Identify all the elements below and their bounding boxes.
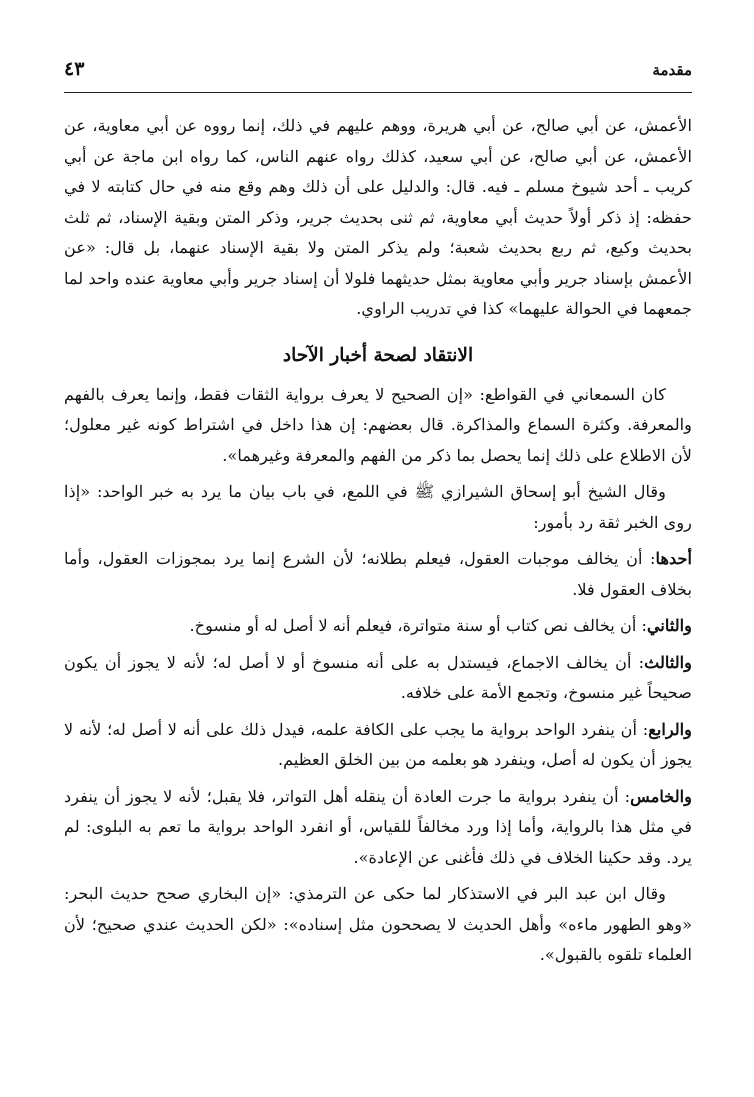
- paragraph-lead: والخامس: [630, 786, 692, 806]
- paragraph-text: : أن يخالف الاجماع، فيستدل به على أنه منسوخ أو لا أصل له؛ لأنه لا يجوز أن يكون صحيحاً غير منسوخ، وتجمع الأمة على خلافه.: [64, 652, 692, 702]
- paragraph-text: : أن ينفرد الواحد برواية ما يجب على الكافة علمه، فيدل ذلك على أنه لا أصل له؛ لأنه لا يجوز أن يكون له أصل، وينفرد هو بعلمه من بين الخلق العظيم.: [64, 719, 692, 769]
- intro-paragraph: الأعمش، عن أبي صالح، عن أبي هريرة، ووهم عليهم في ذلك، إنما رووه عن أبي معاوية، عن الأعمش، عن أبي صالح، عن أبي سعيد، كذلك رواه عنهم الناس، كما رواه ابن ماجة عن أبي كريب ـ أحد شيوخ مسلم ـ فيه. قال: والدليل على أن ذلك وهم وقع منه في حال كتابته لا في حفظه: إذ ذكر أولاً حديث أبي معاوية، ثم ثنى بحديث جرير، وذكر المتن وبقية الإسناد، ثم ثلث بحديث وكيع، ثم ربع بحديث شعبة؛ ولم يذكر المتن ولا بقية الإسناد عنهما، بل قال: «عن الأعمش بإسناد جرير وأبي معاوية بمثل حديثهما فلولا أن إسناد جرير وأبي معاوية عنده واحد لما جمعهما في الحوالة عليهما» كذا في تدريب الراوي.: [64, 116, 692, 318]
- section-heading: الانتقاد لصحة أخبار الآحاد: [282, 344, 474, 366]
- paragraph-lead: والرابع: [648, 719, 692, 739]
- paragraph: [64, 544, 692, 605]
- paragraph-text: وقال ابن عبد البر في الاستذكار لما حكى عن الترمذي: «إن البخاري صحح حديث البحر: «وهو الطهور ماءه» وأهل الحديث لا يصححون مثل إسناده»: «لكن الحديث عندي صحيح؛ لأن العلماء تلقوه بالقبول».: [64, 884, 692, 964]
- paragraph-text: كان السمعاني في القواطع: «إن الصحيح لا يعرف برواية الثقات فقط، وإنما يعرف بالفهم والمعرفة. وكثرة السماع والمذاكرة. قال بعضهم: إن هذا داخل في اشتراط كونه غير معلول؛ لأن الاطلاع على ذلك إنما يحصل بما ذكر من الفهم والمعرفة وغيرهما».: [64, 384, 692, 465]
- paragraph-lead: والثالث: [644, 652, 692, 672]
- paragraph: [64, 715, 692, 776]
- paragraph-lead: أحدها: [655, 549, 692, 568]
- paragraph-text: وقال الشيخ أبو إسحاق الشيرازي ﷺ في اللمع، في باب بيان ما يرد به خبر الواحد: «إذا روى الخبر ثقة رد بأمور:: [64, 482, 692, 532]
- paragraph-lead: والثاني: [646, 616, 692, 635]
- paragraph-text: : أن يخالف نص كتاب أو سنة متواترة، فيعلم أنه لا أصل له أو منسوخ.: [189, 616, 647, 635]
- paragraph-text: : أن يخالف موجبات العقول، فيعلم بطلانه؛ لأن الشرع إنما يرد بمجوزات العقول، وأما بخلاف العقول فلا.: [64, 549, 692, 599]
- running-title: مقدمة: [652, 61, 692, 79]
- paragraph: [64, 477, 692, 538]
- page-number: ٤٣: [64, 58, 85, 80]
- paragraph: [64, 648, 692, 709]
- running-header: [64, 58, 692, 93]
- paragraph: [64, 611, 692, 642]
- body-paragraphs: [64, 380, 692, 971]
- paragraph: [64, 380, 692, 472]
- paragraph-text: : أن ينفرد برواية ما جرت العادة أن ينقله أهل التواتر، فلا يقبل؛ لأنه لا يجوز أن ينفرد في مثل هذا بالرواية، وأما إذا ورد مخالفاً للقياس، أو انفرد الواحد برواية ما تعم به البلوى: لم يرد. وقد حكينا الخلاف في ذلك فأغنى عن الإعادة».: [64, 786, 692, 867]
- paragraph: [64, 782, 692, 874]
- paragraph: [64, 879, 692, 971]
